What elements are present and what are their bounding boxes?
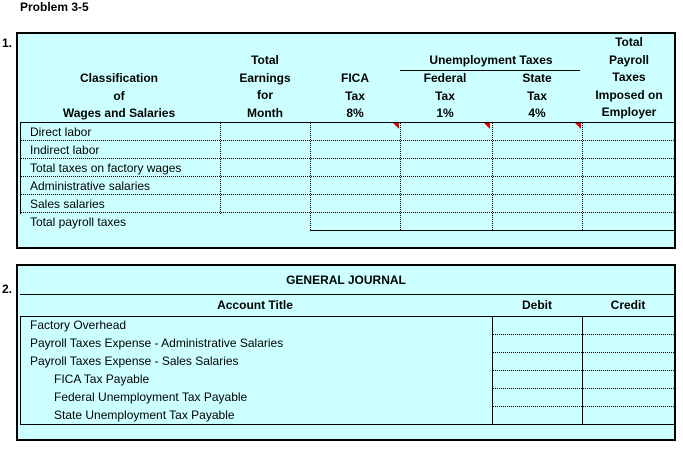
header-fica: FICA Tax 8% bbox=[341, 71, 369, 120]
row-label-direct-labor: Direct labor bbox=[30, 125, 92, 139]
header-federal: Federal Tax 1% bbox=[423, 71, 467, 120]
journal-heading: GENERAL JOURNAL bbox=[286, 273, 406, 287]
row-label-administrative: Administrative salaries bbox=[30, 179, 151, 193]
part1-number: 1. bbox=[2, 36, 13, 50]
journal-row-fica-payable: FICA Tax Payable bbox=[54, 372, 150, 386]
row-label-total-factory: Total taxes on factory wages bbox=[30, 161, 182, 175]
header-total-payroll-taxes: Total Payroll Taxes Imposed on Employer bbox=[595, 35, 663, 119]
journal-row-federal-payable: Federal Unemployment Tax Payable bbox=[54, 390, 248, 404]
row-label-total-payroll: Total payroll taxes bbox=[30, 215, 127, 229]
part2-number: 2. bbox=[2, 282, 13, 296]
comment-flag-icon[interactable] bbox=[484, 123, 490, 129]
header-classification: Classification of Wages and Salaries bbox=[62, 71, 176, 120]
header-account-title: Account Title bbox=[217, 298, 293, 312]
header-state: State Tax 4% bbox=[522, 71, 552, 120]
total-row-underline bbox=[310, 230, 674, 231]
row-label-indirect-labor: Indirect labor bbox=[30, 143, 100, 157]
journal-row-admin-expense: Payroll Taxes Expense - Administrative Salaries bbox=[30, 336, 284, 350]
journal-row-state-payable: State Unemployment Tax Payable bbox=[54, 408, 235, 422]
comment-flag-icon[interactable] bbox=[393, 123, 399, 129]
grid-left-line bbox=[20, 122, 21, 214]
header-unemployment-taxes: Unemployment Taxes bbox=[429, 53, 553, 67]
payroll-tax-table bbox=[16, 32, 676, 249]
journal-row-factory-overhead: Factory Overhead bbox=[30, 318, 127, 332]
header-debit: Debit bbox=[522, 298, 552, 312]
header-total-earnings: Total Earnings for Month bbox=[239, 53, 291, 120]
journal-row-sales-expense: Payroll Taxes Expense - Sales Salaries bbox=[30, 354, 239, 368]
general-journal-table bbox=[16, 264, 676, 441]
page-title: Problem 3-5 bbox=[20, 0, 89, 14]
header-credit: Credit bbox=[610, 298, 646, 312]
row-label-sales: Sales salaries bbox=[30, 197, 105, 211]
comment-flag-icon[interactable] bbox=[575, 123, 581, 129]
